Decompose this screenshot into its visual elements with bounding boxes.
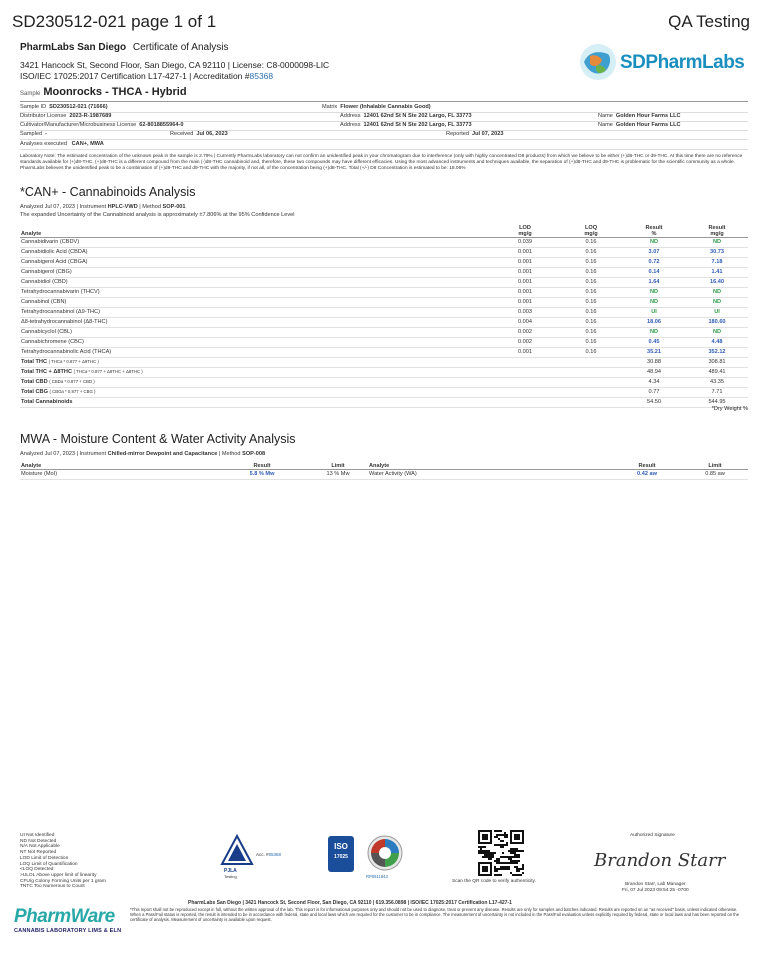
sample-field bbox=[20, 131, 47, 137]
total-value: 43.35 bbox=[686, 377, 748, 387]
sample-divider bbox=[20, 101, 748, 102]
table-cell: 0.85 aw bbox=[682, 469, 748, 479]
can-section-title: *CAN+ - Cannabinoids Analysis bbox=[20, 185, 196, 199]
table-cell: 0.001 bbox=[490, 287, 560, 297]
california-badge bbox=[366, 834, 406, 878]
table-cell: 0.16 bbox=[560, 347, 622, 357]
table-cell: 0.42 aw bbox=[612, 469, 682, 479]
legend-item: <LOQ Detected bbox=[20, 867, 54, 873]
table-cell: 0.16 bbox=[560, 277, 622, 287]
table-cell: 0.16 bbox=[560, 307, 622, 317]
lab-header bbox=[20, 42, 229, 53]
table-cell: 0.002 bbox=[490, 327, 560, 337]
table-row bbox=[20, 257, 748, 267]
table-cell: ND bbox=[622, 287, 686, 297]
table-row bbox=[20, 277, 748, 287]
sample-field-value: Flower (Inhalable Cannabis Good) bbox=[340, 104, 431, 110]
total-formula: ( THCa * 0.877 + Δ9THC + Δ8THC ) bbox=[73, 369, 143, 374]
total-value: 30.88 bbox=[622, 357, 686, 367]
table-cell: 0.14 bbox=[622, 267, 686, 277]
total-row bbox=[20, 377, 748, 387]
sample-field-label: Sampled bbox=[20, 131, 43, 137]
table-row bbox=[20, 469, 748, 479]
column-header: Result bbox=[612, 460, 682, 469]
table-cell: 30.73 bbox=[686, 247, 748, 257]
table-cell: Cannabicyclol (CBL) bbox=[20, 327, 490, 337]
sample-field-value: Jul 07, 2023 bbox=[472, 131, 504, 137]
sample-field-value: 2023-R-1987689 bbox=[69, 113, 112, 119]
table-cell: 0.16 bbox=[560, 297, 622, 307]
table-cell: Cannabigerol Acid (CBGA) bbox=[20, 257, 490, 267]
sample-field-value: SD230512-021 (71666) bbox=[49, 104, 108, 110]
total-value: 489.41 bbox=[686, 367, 748, 377]
column-header: LOD mg/g bbox=[490, 222, 560, 237]
total-label: Total CBD ( CBDa * 0.877 + CBD ) bbox=[20, 377, 490, 387]
total-formula: ( CBGa * 0.877 + CBG ) bbox=[49, 389, 96, 394]
sample-field-label: Cultivator/Manufacturer/Microbusiness License bbox=[20, 122, 137, 128]
total-formula: ( THCa * 0.877 + Δ9THC ) bbox=[48, 359, 99, 364]
qr-code-icon bbox=[478, 830, 524, 876]
sdpharmlabs-logo bbox=[578, 42, 748, 84]
table-cell: 16.40 bbox=[686, 277, 748, 287]
table-cell: Tetrahydrocannabivarin (THCV) bbox=[20, 287, 490, 297]
total-value: 308.81 bbox=[686, 357, 748, 367]
table-row bbox=[20, 307, 748, 317]
pharmware-name: PharmWare bbox=[14, 906, 115, 927]
lab-iso-line: ISO/IEC 17025:2017 Certification L17-427-1 | Accreditation #85368 bbox=[20, 70, 274, 81]
mwa-meta: Analyzed Jul 07, 2023 | Instrument Chilled-mirror Dewpoint and Capacitance | Method SOP-008 bbox=[20, 451, 266, 457]
column-header: Result % bbox=[622, 222, 686, 237]
iso-label: ISO bbox=[334, 842, 348, 851]
table-row bbox=[20, 337, 748, 347]
doc-title: Certificate of Analysis bbox=[132, 42, 229, 53]
qr-code[interactable] bbox=[478, 830, 524, 876]
qr-caption: Scan the QR code to verify authenticity. bbox=[452, 879, 536, 884]
sample-field-label: Name bbox=[598, 113, 613, 119]
sample-field bbox=[20, 122, 183, 128]
lab-address-line: 3421 Hancock St, Second Floor, San Diego, CA 92110 | License: C8-0000098-LIC bbox=[20, 60, 330, 70]
can-meta: Analyzed Jul 07, 2023 | Instrument HPLC-VWD | Method SOP-001 bbox=[20, 204, 186, 210]
pharmware-logo bbox=[14, 906, 121, 934]
table-cell: 4.48 bbox=[686, 337, 748, 347]
table-cell: 0.004 bbox=[490, 317, 560, 327]
table-row bbox=[20, 347, 748, 357]
legend-item: UI Not Identified bbox=[20, 833, 55, 838]
column-header: Limit bbox=[308, 460, 368, 469]
table-cell: 0.003 bbox=[490, 307, 560, 317]
sample-field bbox=[20, 113, 111, 119]
rp-number: RP0611843 bbox=[366, 874, 388, 879]
sample-field-label: Distributor License bbox=[20, 113, 67, 119]
mwa-table bbox=[20, 460, 748, 480]
table-cell: 0.001 bbox=[490, 297, 560, 307]
table-cell: Water Activity (WA) bbox=[368, 469, 612, 479]
cannabinoid-table bbox=[20, 222, 748, 408]
sample-field bbox=[598, 122, 681, 128]
total-value: 54.50 bbox=[622, 397, 686, 407]
table-cell: Moisture (MoI) bbox=[20, 469, 216, 479]
table-cell: 352.12 bbox=[686, 347, 748, 357]
sample-row-divider bbox=[20, 130, 748, 131]
table-cell: 18.06 bbox=[622, 317, 686, 327]
table-cell: 0.039 bbox=[490, 237, 560, 247]
sample-field-label: Received bbox=[170, 131, 194, 137]
accreditation-link[interactable]: 85368 bbox=[249, 70, 274, 81]
table-cell: 0.16 bbox=[560, 337, 622, 347]
sample-field-label: Address bbox=[340, 113, 361, 119]
table-cell: 0.16 bbox=[560, 267, 622, 277]
sample-field-label: Address bbox=[340, 122, 361, 128]
legend-item: N/A Not Applicable bbox=[20, 844, 60, 850]
sample-field-value: Golden Hour Farms LLC bbox=[615, 113, 681, 119]
column-header: Analyte bbox=[20, 460, 216, 469]
table-cell: 0.001 bbox=[490, 347, 560, 357]
column-header: LOQ mg/g bbox=[560, 222, 622, 237]
legend-item: ND Not Detected bbox=[20, 838, 57, 844]
total-value: 4.34 bbox=[622, 377, 686, 387]
lab-name: PharmLabs San Diego bbox=[20, 42, 127, 53]
lab-address bbox=[20, 60, 329, 81]
table-cell: 0.001 bbox=[490, 257, 560, 267]
sample-title bbox=[20, 86, 187, 98]
column-header: Analyte bbox=[368, 460, 612, 469]
table-cell: 1.64 bbox=[622, 277, 686, 287]
pharmware-tagline: CANNABIS LABORATORY LIMS & ELN bbox=[14, 928, 122, 934]
total-row bbox=[20, 397, 748, 407]
total-formula: ( CBDa * 0.877 + CBD ) bbox=[49, 379, 95, 384]
table-cell: 0.16 bbox=[560, 327, 622, 337]
total-row bbox=[20, 357, 748, 367]
sample-field bbox=[20, 104, 108, 110]
sample-field bbox=[598, 113, 681, 119]
column-header: Result bbox=[216, 460, 308, 469]
signature-date: Fri, 07 Jul 2023 09:54:25 -0700 bbox=[622, 887, 689, 893]
sample-field-label: Name bbox=[598, 122, 613, 128]
table-cell: ND bbox=[622, 327, 686, 337]
sample-field bbox=[322, 104, 431, 110]
total-value: 7.71 bbox=[686, 387, 748, 397]
dry-weight-note: *Dry Weight % bbox=[711, 406, 748, 412]
table-cell: ND bbox=[686, 287, 748, 297]
table-cell: 7.18 bbox=[686, 257, 748, 267]
table-cell: 35.21 bbox=[622, 347, 686, 357]
table-cell: 0.16 bbox=[560, 317, 622, 327]
can-uncertainty: The expanded Uncertainty of the Cannabinoid analysis is approximately ±7.806% at the 95% Confidence Level bbox=[20, 212, 295, 218]
legend-item: NT Not Reported bbox=[20, 850, 57, 856]
disclaimer: *This report shall not be reproduced except in full, without the written approval of the lab. This report is for informational purposes only and should not be used to diagnose, treat or prevent any disease. Results are only for samples and batches indicated. Results are reported on an "as received" basis, unless indicated otherwise. When a Pass/Fail status is reported, the result is intended to be in accordance with federal, state and local laws which are required for the customer to be in compliance. The measurement of uncertainty is not included in the Pass/Fail evaluation unless explicitly required by federal, state or local laws and has been reported on the certificate of analysis. Measurement of uncertainty is available upon request. bbox=[130, 907, 740, 922]
table-cell: 0.001 bbox=[490, 277, 560, 287]
table-cell: Cannabidiol (CBD) bbox=[20, 277, 490, 287]
table-row bbox=[20, 297, 748, 307]
analyses-executed: Analyses executed CAN+, MWA bbox=[20, 141, 104, 147]
table-cell: Δ8-tetrahydrocannabinol (Δ8-THC) bbox=[20, 317, 490, 327]
sample-field-value: 12401 62nd St N Ste 202 Largo, FL 33773 bbox=[363, 122, 472, 128]
table-cell: Cannabidiolic Acid (CBDA) bbox=[20, 247, 490, 257]
total-row bbox=[20, 367, 748, 377]
total-label: Total Cannabinoids bbox=[20, 397, 490, 407]
sample-field bbox=[340, 122, 472, 128]
table-row bbox=[20, 267, 748, 277]
signature-label: Authorized Signature bbox=[630, 833, 675, 838]
sample-field-label: Matrix bbox=[322, 104, 338, 110]
abbreviation-legend bbox=[20, 833, 106, 890]
sample-name: Moonrocks - THCA - Hybrid bbox=[43, 86, 187, 98]
table-cell: UI bbox=[622, 307, 686, 317]
table-cell: Cannabigerol (CBG) bbox=[20, 267, 490, 277]
table-cell: 0.16 bbox=[560, 287, 622, 297]
table-cell: 0.001 bbox=[490, 247, 560, 257]
table-cell: Cannabichromene (CBC) bbox=[20, 337, 490, 347]
table-cell: Tetrahydrocannabinol (Δ9-THC) bbox=[20, 307, 490, 317]
sample-field bbox=[170, 131, 228, 137]
table-row bbox=[20, 247, 748, 257]
table-row bbox=[20, 287, 748, 297]
table-cell: 1.41 bbox=[686, 267, 748, 277]
table-cell: 5.8 % Mw bbox=[216, 469, 308, 479]
table-cell: 180.60 bbox=[686, 317, 748, 327]
pjla-acc: Acc. #85368 bbox=[256, 852, 282, 857]
total-value: 48.94 bbox=[622, 367, 686, 377]
total-row bbox=[20, 387, 748, 397]
signature-script: Brandon Starr bbox=[594, 850, 726, 871]
table-cell: 0.16 bbox=[560, 247, 622, 257]
sample-field-value: 12401 62nd St N Ste 202 Largo, FL 33773 bbox=[363, 113, 472, 119]
pjla-sub: Testing bbox=[224, 874, 237, 879]
logo-globe-icon bbox=[578, 42, 618, 82]
sample-field-value: Golden Hour Farms LLC bbox=[615, 122, 681, 128]
table-cell: ND bbox=[622, 297, 686, 307]
table-cell: Tetrahydrocannabinolic Acid (THCA) bbox=[20, 347, 490, 357]
logo-text: SDPharmLabs bbox=[620, 52, 745, 73]
table-cell: Cannabidivarin (CBDV) bbox=[20, 237, 490, 247]
total-value: 544.95 bbox=[686, 397, 748, 407]
table-cell: 0.72 bbox=[622, 257, 686, 267]
table-cell: 0.16 bbox=[560, 237, 622, 247]
legend-item: >ULOL Above upper limit of linearity bbox=[20, 872, 97, 878]
table-row bbox=[20, 237, 748, 247]
signer-name: Brandon Starr, Lab Manager bbox=[625, 882, 686, 887]
document-id: SD230512-021 page 1 of 1 bbox=[12, 12, 217, 31]
mwa-section-title: MWA - Moisture Content & Water Activity Analysis bbox=[20, 432, 296, 446]
laboratory-note: Laboratory Note: The estimated concentration of the unknown peak in the sample is 2.79% | Currently PharmLabs laboratory can not confirm an unidentified peak in your chromatogram due to interference (only with highly concentrated D8 products) from which we believe to be either (+)d8-THC or d9-THC. At this time there are no reference standards available for (+)d8-THC. (+)d8-THC is a different compound from the main (-)d8-THC cannabinoid and, therefore, these two compounds may have different efficacies. Using the most advanced instruments and techniques available, the separation of (+)d8-THC and d9-THC is problematic for the scientific community as a whole. PharmLabs believes the unidentified peak to be a combination of (+)d8-THC and d9-THC with the majority, if not all, of the concentration being (+)d8-THC. Total (+/-) D8 Concentration is estimated to be: 18.06% bbox=[20, 154, 743, 171]
sample-field-label: Reported bbox=[446, 131, 470, 137]
pjla-label: PJLA bbox=[224, 868, 237, 874]
pjla-triangle-icon bbox=[220, 834, 254, 868]
sample-field-value: 62-8018855964-0 bbox=[139, 122, 184, 128]
iso-badge bbox=[328, 836, 354, 872]
sample-field bbox=[446, 131, 503, 137]
column-header: Analyte bbox=[20, 222, 490, 237]
column-header: Limit bbox=[682, 460, 748, 469]
legend-item: TNTC Too Numerous to Count bbox=[20, 884, 85, 890]
total-label: Total CBG ( CBGa * 0.877 + CBG ) bbox=[20, 387, 490, 397]
table-cell: ND bbox=[622, 237, 686, 247]
signer-info bbox=[622, 882, 689, 893]
legend-item: LOQ Limit of Quantification bbox=[20, 861, 78, 867]
page-footer: PharmLabs San Diego | 3421 Hancock St, Second Floor, San Diego, CA 92110 | 619.356.0898 | ISO/IEC 17025:2017 Certification L17-427-1 bbox=[188, 900, 512, 906]
total-label: Total THC + Δ8THC ( THCa * 0.877 + Δ9THC + Δ8THC ) bbox=[20, 367, 490, 377]
pjla-badge bbox=[220, 834, 282, 880]
table-cell: UI bbox=[686, 307, 748, 317]
sample-field-value: - bbox=[45, 131, 47, 137]
document-type: QA Testing bbox=[668, 12, 750, 31]
info-divider bbox=[20, 149, 748, 150]
iso-number: 17025 bbox=[334, 854, 348, 860]
sample-field-label: Sample ID bbox=[20, 104, 47, 110]
table-cell: Cannabinol (CBN) bbox=[20, 297, 490, 307]
table-cell: 0.001 bbox=[490, 267, 560, 277]
table-cell: 3.07 bbox=[622, 247, 686, 257]
sample-field bbox=[340, 113, 472, 119]
total-label: Total THC ( THCa * 0.877 + Δ9THC ) bbox=[20, 357, 490, 367]
table-cell: 0.45 bbox=[622, 337, 686, 347]
california-seal-icon bbox=[366, 834, 404, 872]
sample-label: Sample bbox=[20, 91, 41, 97]
table-cell: 0.002 bbox=[490, 337, 560, 347]
column-header: Result mg/g bbox=[686, 222, 748, 237]
table-row bbox=[20, 317, 748, 327]
table-cell: 0.16 bbox=[560, 257, 622, 267]
sample-field-value: Jul 06, 2023 bbox=[196, 131, 228, 137]
table-row bbox=[20, 327, 748, 337]
table-cell: ND bbox=[686, 237, 748, 247]
legend-item: CFU/g Colony Forming Units per 1 gram bbox=[20, 878, 106, 884]
table-cell: ND bbox=[686, 327, 748, 337]
table-cell: 13 % Mw bbox=[308, 469, 368, 479]
table-cell: ND bbox=[686, 297, 748, 307]
total-value: 0.77 bbox=[622, 387, 686, 397]
sample-row-divider bbox=[20, 139, 748, 140]
legend-item: LOD Limit of Detection bbox=[20, 855, 69, 861]
